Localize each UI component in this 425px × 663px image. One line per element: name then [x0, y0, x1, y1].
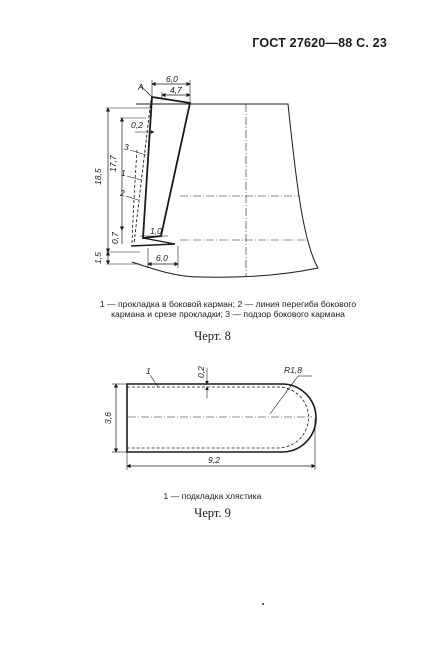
dim-base-label: 1,5	[93, 252, 103, 264]
fig9-dim-height-label: 3,6	[103, 412, 113, 424]
figure-8-caption	[78, 300, 378, 320]
page-header: ГОСТ 27620—88 С. 23	[252, 36, 387, 50]
strap-outline	[127, 384, 316, 452]
garment-outline	[132, 104, 318, 277]
figure-9-caption: 1 — подкладка хлястика	[163, 491, 262, 501]
dim-bottom-label: 6,0	[156, 253, 168, 263]
dim-top-outer-label: 6,0	[166, 74, 178, 84]
figure-9-labels	[103, 365, 302, 465]
callout-1-label: 1	[121, 168, 126, 178]
facing-bottom	[131, 244, 175, 246]
callout-3-label: 3	[124, 142, 129, 152]
fig9-dim-radius-label: R1,8	[284, 365, 302, 375]
fig9-dim-length-label: 9,2	[208, 455, 220, 465]
dim-offset-bottom-label: 1,0	[150, 226, 162, 236]
figure-8-drawing	[106, 80, 318, 277]
fig9-dim-offset-label: 0,2	[196, 366, 206, 378]
dim-top-inner-label: 4,7	[170, 85, 182, 95]
dim-height-inner-label: 17,7	[108, 155, 118, 172]
figure-9-title: Черт. 9	[194, 506, 231, 520]
fig9-callout-1-label: 1	[146, 366, 151, 376]
point-a-label: А	[138, 82, 144, 92]
figure-8-caption-line-2: кармана и срезе прокладки; 3 — подзор бокового кармана	[111, 308, 345, 319]
dim-left-small-label: 0,7	[110, 232, 120, 244]
figure-8-title: Черт. 8	[194, 329, 231, 343]
page-speck	[262, 603, 264, 605]
strap-seam	[127, 387, 309, 448]
callout-2-label: 2	[120, 188, 125, 198]
dim-height-total-label: 18,5	[93, 168, 103, 185]
dim-offset-top-label: 0,2	[131, 120, 143, 130]
figure-8-labels	[93, 74, 182, 264]
pocket-facing	[143, 97, 190, 238]
figure-8-caption-line-1: 1 — прокладка в боковой карман; 2 — линия перегиба бокового	[99, 299, 357, 309]
